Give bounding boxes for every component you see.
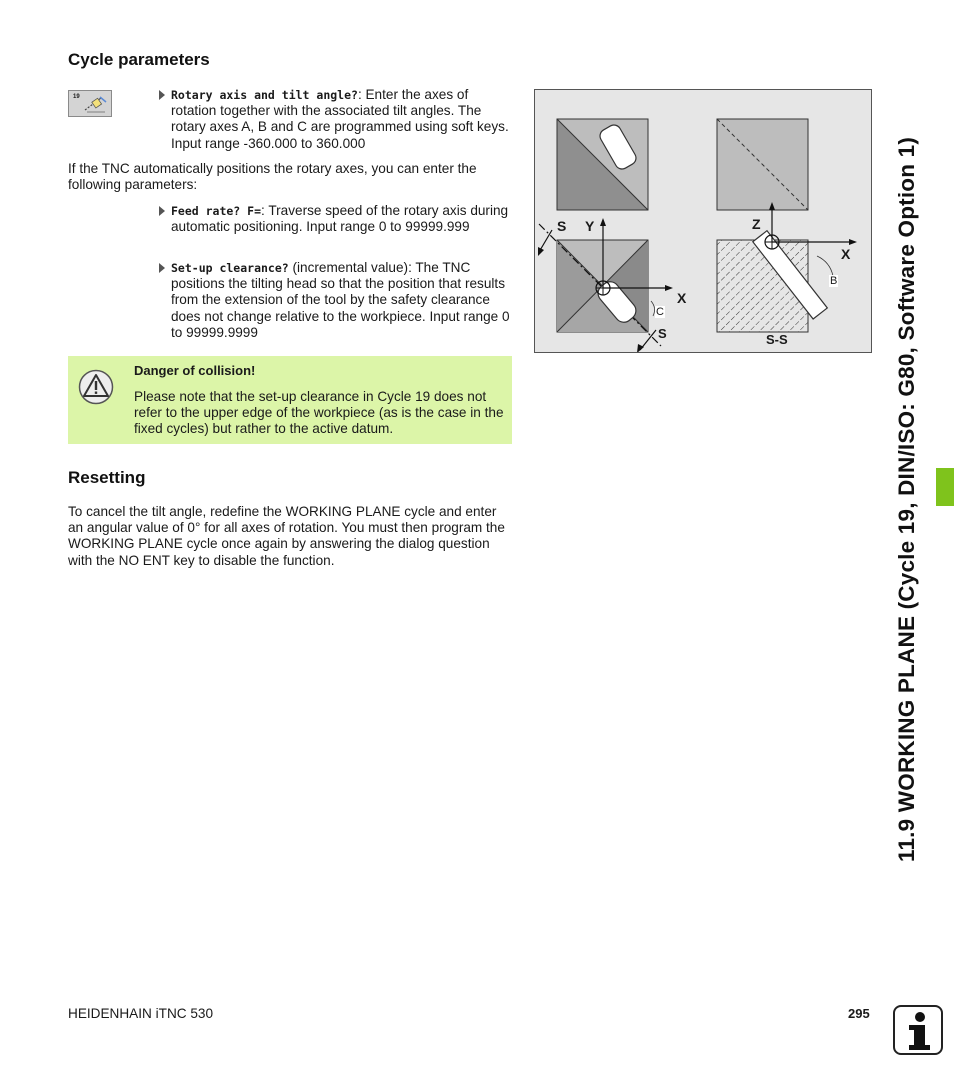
label-z: Z xyxy=(752,216,761,232)
top-left-view xyxy=(557,119,648,210)
resetting-text: To cancel the tilt angle, redefine the WORKING PLANE cycle and enter an angular value of 0° for all axes of rotation. You must then program the WORKING PLANE cycle once again by answering the dialog question with the NO ENT key to disable the function. xyxy=(68,504,505,568)
label-y: Y xyxy=(585,218,595,234)
warning-box xyxy=(68,356,512,444)
label-ss: S-S xyxy=(766,332,788,347)
top-right-view xyxy=(717,119,808,210)
bullet-arrow-icon xyxy=(159,90,165,100)
param-setup-clearance xyxy=(159,260,511,341)
param-text-start: : Traverse speed of the rotary axis xyxy=(261,203,467,218)
param-text-rest: during automatic positioning. Input range 0 to 99999.999 xyxy=(171,203,509,235)
footer-manual: HEIDENHAIN iTNC 530 xyxy=(68,1006,214,1021)
bottom-right-section xyxy=(717,202,857,332)
label-x-left: X xyxy=(677,290,687,306)
param-text-start: : Enter the axes of xyxy=(357,87,469,102)
warning-text: Please note that the set-up clearance in Cycle 19 does not refer to the upper edge of the workpiece (as is the case in the fixed cycles) but rather to the active datum. xyxy=(134,389,504,437)
bullet-arrow-icon xyxy=(159,263,165,273)
chapter-title-text: 11.9 WORKING PLANE (Cycle 19, DIN/ISO: G80, Software Option 1) xyxy=(894,136,919,862)
param-feed-rate xyxy=(159,203,511,235)
param-code: Feed rate? F= xyxy=(171,204,262,218)
param-code: Set-up clearance? xyxy=(171,261,289,275)
label-c: C xyxy=(656,306,664,318)
param-text-start: (incremental value): The TNC xyxy=(288,260,471,275)
tilt-diagram xyxy=(534,89,872,353)
cycle-parameters-heading: Cycle parameters xyxy=(68,50,210,69)
bullet-arrow-icon xyxy=(159,206,165,216)
page-number: 295 xyxy=(848,1006,870,1021)
label-s: S xyxy=(557,218,567,234)
label-b: B xyxy=(830,275,838,287)
param-rotary-axis xyxy=(159,87,511,152)
label-x-right: X xyxy=(841,246,851,262)
chapter-tab xyxy=(936,468,954,506)
resetting-heading: Resetting xyxy=(68,468,146,487)
bottom-left-view xyxy=(538,218,673,352)
label-s-bottom: S xyxy=(658,326,667,341)
param-text-rest: rotation together with the associated tilt angles. The rotary axes A, B and C are programmed using soft keys. Input range -360.000 to 360.000 xyxy=(171,103,509,151)
info-icon xyxy=(893,1005,943,1055)
intro-text: If the TNC automatically positions the rotary axes, you can enter the following parameters: xyxy=(68,161,477,193)
warning-title: Danger of collision! xyxy=(134,363,256,378)
cycle-19-icon: 19 xyxy=(68,90,112,117)
param-text-rest: positions the tilting head so that the position that results from the extension of the tool by the safety clearance does not change relative to the workpiece. Input range 0 to 99999.9999 xyxy=(171,276,510,340)
param-code: Rotary axis and tilt angle? xyxy=(171,88,358,102)
warning-icon xyxy=(78,369,114,405)
